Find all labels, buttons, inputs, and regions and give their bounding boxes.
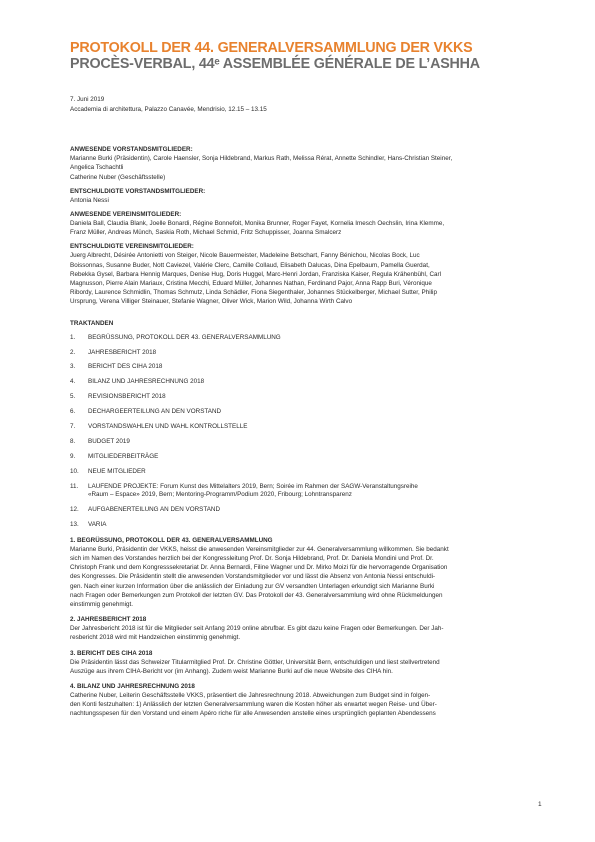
agenda-heading: TRAKTANDEN bbox=[70, 319, 114, 327]
section-line: nachtungsspesen für den Vorstand und einem Apéro riche für alle Anwesenden anstelle eines ursprünglich geplanten Abendessens bbox=[70, 710, 436, 718]
attendance-list bbox=[70, 145, 550, 306]
agenda-item-text: BILANZ UND JAHRESRECHNUNG 2018 bbox=[88, 378, 205, 386]
document-page bbox=[70, 40, 550, 719]
agenda-item bbox=[70, 378, 550, 387]
meeting-meta bbox=[70, 95, 550, 114]
section-line: Die Präsidentin lässt das Schweizer Titularmitglied Prof. Dr. Christine Göttler, Universität Bern, entschuldigen und liest stellvertretend bbox=[70, 658, 440, 666]
attendance-line: Rebekka Gysel, Barbara Hennig Marques, Denise Hug, Doris Huggel, Marc-Henri Jordan, Franziska Kaiser, Regula Krähenbühl, Carl bbox=[70, 270, 441, 278]
agenda-item bbox=[70, 438, 550, 447]
agenda-item-number: 7. bbox=[70, 422, 76, 430]
agenda-item-number: 6. bbox=[70, 408, 76, 416]
attendance-line: Catherine Nuber (Geschäftsstelle) bbox=[70, 173, 166, 181]
agenda-item-text: VORSTANDSWAHLEN UND WAHL KONTROLLSTELLE bbox=[88, 422, 248, 430]
section-line: resbericht 2018 wird mit Handzeichen einstimmig genehmigt. bbox=[70, 634, 241, 642]
section-line: sich im Namen des Vorstandes herzlich bei der Kongressleitung Prof. Dr. Sonja Hildebrand, Prof. Dr. Daniela Mondini und Prof. Dr. bbox=[70, 555, 434, 562]
section-line: des Kongresses. Die Präsidentin stellt die anwesenden Vorstandsmitglieder vor und lässt die Absenz von Antonia Nessi entschuldi- bbox=[70, 573, 436, 581]
minutes-section bbox=[70, 649, 550, 676]
title-french: PROCÈS-VERBAL, 44ᵉ ASSEMBLÉE GÉNÉRALE DE L’ASHHA bbox=[70, 56, 480, 72]
agenda-item bbox=[70, 393, 550, 402]
attendance-line: Juerg Albrecht, Désirée Antonietti von Steiger, Nicole Bauermeister, Madeleine Betschart, Fanny Bénichou, Nicolas Bock, Luc bbox=[70, 252, 420, 260]
agenda-item-text: REVISIONSBERICHT 2018 bbox=[88, 393, 166, 401]
agenda-item bbox=[70, 506, 550, 515]
minutes-sections bbox=[70, 536, 550, 719]
agenda-item-number: 3. bbox=[70, 363, 76, 371]
agenda-item-number: 13. bbox=[70, 520, 79, 528]
agenda-item-number: 10. bbox=[70, 467, 79, 475]
minutes-section bbox=[70, 682, 550, 719]
agenda-item-number: 1. bbox=[70, 333, 76, 341]
section-heading: 2. JAHRESBERICHT 2018 bbox=[70, 616, 147, 624]
agenda-item-number: 9. bbox=[70, 452, 76, 460]
agenda-item-number: 12. bbox=[70, 506, 79, 514]
attendance-block bbox=[70, 242, 550, 306]
agenda-item-number: 11. bbox=[70, 482, 79, 490]
section-line: gen. Nach einer kurzen Information über die anlässlich der Einladung zur GV versandten Unterlagen erkundigt sich Marianne Burki bbox=[70, 582, 435, 590]
agenda-item bbox=[70, 483, 550, 500]
section-line: nach Fragen oder Bemerkungen zum Protokoll der letzten GV. Das Protokoll der 43. Generalversammlung wird ohne Rückmeldungen bbox=[70, 591, 443, 599]
agenda-item bbox=[70, 363, 550, 372]
agenda-item-text: BUDGET 2019 bbox=[88, 437, 130, 445]
agenda-item-text: MITGLIEDERBEITRÄGE bbox=[88, 452, 159, 460]
agenda-item bbox=[70, 521, 550, 530]
section-line: einstimmig genehmigt. bbox=[70, 601, 133, 609]
attendance-line: Daniela Ball, Claudia Blank, Joelle Bonardi, Régine Bonnefoit, Monika Brunner, Roger Fayet, Kornelia Imesch Oechslin, Irina Klemme, bbox=[70, 220, 445, 227]
attendance-line: Boissonnas, Susanne Buder, Nott Caviezel, Valérie Clerc, Camille Collaud, Elisabeth Dalucas, Dina Epelbaum, Pamella Guerdat, bbox=[70, 261, 430, 269]
agenda-item-text bbox=[88, 483, 550, 500]
attendance-heading: ANWESENDE VEREINSMITGLIEDER: bbox=[70, 211, 182, 218]
attendance-line: Franz Müller, Andreas Münch, Saskia Roth, Michael Schmid, Fritz Schuppisser, Joanna Smalcerz bbox=[70, 229, 342, 237]
attendance-block bbox=[70, 210, 550, 237]
agenda-item bbox=[70, 468, 550, 477]
agenda-item-number: 4. bbox=[70, 378, 76, 386]
attendance-line: Marianne Burki (Präsidentin), Carole Haensler, Sonja Hildebrand, Markus Rath, Melissa Rérat, Annette Schindler, Hans-Christian Steiner, bbox=[70, 155, 453, 163]
section-line: Catherine Nuber, Leiterin Geschäftsstelle VKKS, präsentiert die Jahresrechnung 2018. Abweichungen zum Budget sind in folgen- bbox=[70, 692, 431, 700]
agenda-list bbox=[70, 334, 550, 530]
agenda-item-text: BEGRÜSSUNG, PROTOKOLL DER 43. GENERALVERSAMMLUNG bbox=[88, 333, 281, 341]
agenda-item-number: 2. bbox=[70, 348, 76, 356]
agenda-item-number: 8. bbox=[70, 437, 76, 445]
minutes-section bbox=[70, 536, 550, 609]
agenda-item bbox=[70, 334, 550, 343]
attendance-line: Angelica Tschachtli bbox=[70, 164, 124, 172]
section-line: Der Jahresbericht 2018 ist für die Mitglieder seit Anfang 2019 online abrufbar. Es gibt dazu keine Fragen oder Bemerkungen. Der Jah- bbox=[70, 625, 444, 633]
section-line: Christoph Frank und dem Kongresssekretariat Dr. Anna Bernardi, Filine Wagner und Dr. Mirko Moizi für die hervorragende Organisation bbox=[70, 564, 448, 572]
agenda-item-line: LAUFENDE PROJEKTE: Forum Kunst des Mittelalters 2019, Bern; Soirée im Rahmen der SAGW-Veranstaltungsreihe bbox=[88, 482, 418, 490]
agenda-item-number: 5. bbox=[70, 393, 76, 401]
section-line: Auszüge aus ihrem CIHA-Bericht vor (im Anhang). Zudem weist Marianne Burki auf die neue Website des CIHA hin. bbox=[70, 667, 393, 675]
agenda-item bbox=[70, 423, 550, 432]
agenda-item-line: «Raum – Espace» 2019, Bern; Mentoring-Programm/Podium 2020, Fribourg; Lohntransparenz bbox=[88, 491, 352, 499]
page-number: 1 bbox=[538, 801, 542, 808]
agenda-item-text: DECHARGEERTEILUNG AN DEN VORSTAND bbox=[88, 408, 222, 416]
attendance-heading: ENTSCHULDIGTE VORSTANDSMITGLIEDER: bbox=[70, 187, 206, 195]
agenda-item-text: JAHRESBERICHT 2018 bbox=[88, 348, 157, 356]
attendance-block bbox=[70, 145, 550, 182]
agenda-item bbox=[70, 349, 550, 358]
section-heading: 4. BILANZ UND JAHRESRECHNUNG 2018 bbox=[70, 683, 195, 691]
meeting-date: 7. Juni 2019 bbox=[70, 96, 105, 103]
attendance-heading: ANWESENDE VORSTANDSMITGLIEDER: bbox=[70, 146, 193, 154]
attendance-line: Ursprung, Verena Villiger Steinauer, Stefanie Wagner, Oliver Wick, Marion Wild, Johanna Wirth Calvo bbox=[70, 298, 353, 306]
attendance-line: Ribordy, Laurence Schmidlin, Thomas Schmutz, Linda Schädler, Fiona Siegenthaler, Johannes Stückelberger, Michael Sutter, Philip bbox=[70, 289, 437, 297]
agenda-item-text: NEUE MITGLIEDER bbox=[88, 467, 146, 475]
section-line: Marianne Burki, Präsidentin der VKKS, heisst die anwesenden Vereinsmitglieder zur 44. Generalversammlung willkommen. Sie bedankt bbox=[70, 545, 449, 553]
agenda-item-text: BERICHT DES CIHA 2018 bbox=[88, 363, 163, 371]
title-german: PROTOKOLL DER 44. GENERALVERSAMMLUNG DER VKKS bbox=[70, 40, 473, 56]
section-line: den Konti festzuhalten: 1) Anlässlich der letzten Generalversammlung waren die Kosten höher als erwartet wegen Reise- und Über- bbox=[70, 701, 437, 709]
agenda-item bbox=[70, 408, 550, 417]
minutes-section bbox=[70, 615, 550, 642]
meeting-location: Accademia di architettura, Palazzo Canavée, Mendrisio, 12.15 – 13.15 bbox=[70, 105, 267, 113]
attendance-line: Antonia Nessi bbox=[70, 196, 109, 204]
agenda-item-text: VARIA bbox=[88, 520, 107, 528]
attendance-block bbox=[70, 187, 550, 205]
attendance-heading: ENTSCHULDIGTE VEREINSMITGLIEDER: bbox=[70, 243, 194, 251]
agenda-item-text: AUFGABENERTEILUNG AN DEN VORSTAND bbox=[88, 506, 221, 514]
attendance-line: Magnusson, Pierre Alain Mariaux, Cristina Mecchi, Eduard Müller, Johannes Nathan, Ferdinand Pajor, Anna Rapp Buri, Véronique bbox=[70, 280, 432, 288]
section-heading: 1. BEGRÜSSUNG, PROTOKOLL DER 43. GENERALVERSAMMLUNG bbox=[70, 536, 273, 544]
agenda-item bbox=[70, 453, 550, 462]
section-heading: 3. BERICHT DES CIHA 2018 bbox=[70, 649, 153, 657]
